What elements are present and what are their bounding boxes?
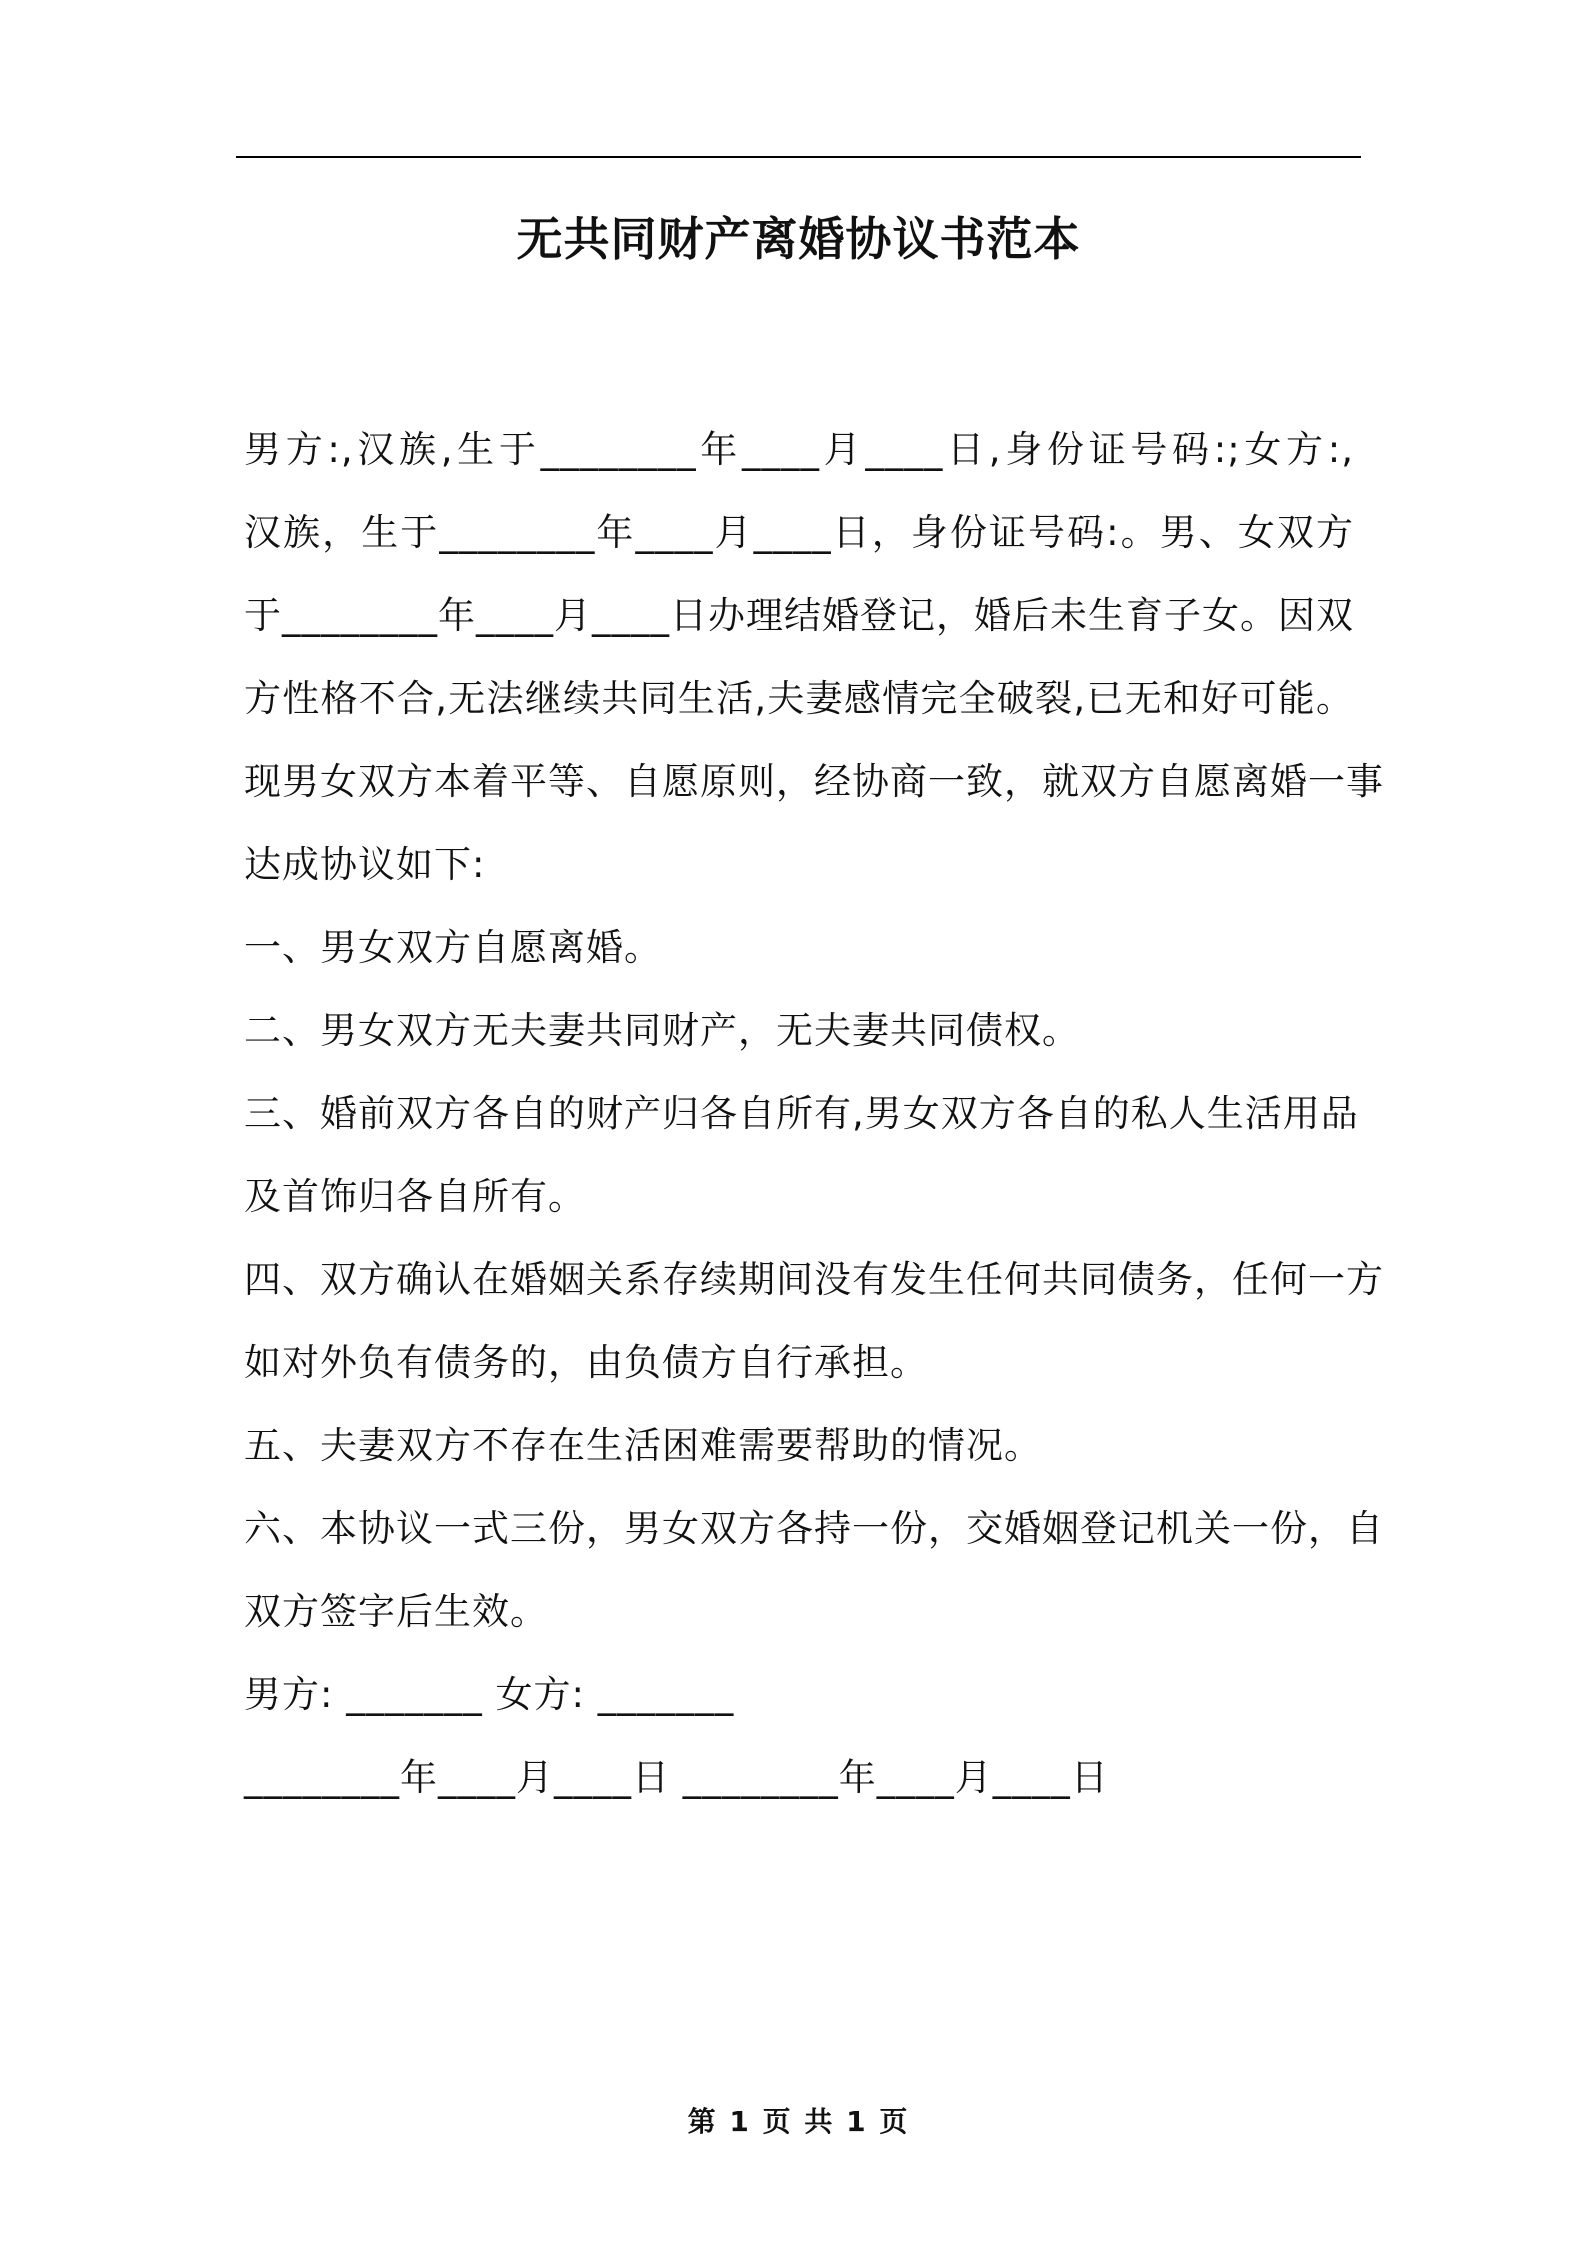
clause-5: 五、夫妻双方不存在生活困难需要帮助的情况。 — [244, 1424, 1042, 1467]
page-footer: 第 1 页 共 1 页 — [687, 2105, 910, 2138]
paragraph-line: 汉族，生于________年____月____日，身份证号码:。男、女双方 — [244, 511, 1354, 554]
clause-3-cont: 及首饰归各自所有。 — [244, 1175, 586, 1218]
paragraph-line: 方性格不合,无法继续共同生活,夫妻感情完全破裂,已无和好可能。 — [244, 677, 1354, 720]
paragraph-line: 于________年____月____日办理结婚登记，婚后未生育子女。因双 — [244, 594, 1354, 637]
signature-line: 男方: _______ 女方: _______ — [244, 1673, 735, 1716]
clause-3: 三、婚前双方各自的财产归各自所有,男女双方各自的私人生活用品 — [244, 1092, 1359, 1135]
clause-1: 一、男女双方自愿离婚。 — [244, 926, 662, 969]
paragraph-line: 现男女双方本着平等、自愿原则，经协商一致，就双方自愿离婚一事 — [244, 760, 1384, 803]
clause-4: 四、双方确认在婚姻关系存续期间没有发生任何共同债务，任何一方 — [244, 1258, 1384, 1301]
clause-2: 二、男女双方无夫妻共同财产，无夫妻共同债权。 — [244, 1009, 1080, 1052]
agreement-body — [244, 408, 1384, 1819]
clause-4-cont: 如对外负有债务的，由负债方自行承担。 — [244, 1341, 928, 1384]
header-rule — [236, 156, 1361, 158]
clause-6: 六、本协议一式三份，男女双方各持一份，交婚姻登记机关一份，自 — [244, 1507, 1384, 1550]
clause-6-cont: 双方签字后生效。 — [244, 1590, 548, 1633]
paragraph-line: 达成协议如下: — [244, 843, 486, 886]
paragraph-line: 男方:,汉族,生于________年____月____日,身份证号码:;女方:, — [244, 428, 1354, 471]
date-line: ________年____月____日 ________年____月____日 — [244, 1756, 1109, 1799]
document-title: 无共同财产离婚协议书范本 — [516, 212, 1081, 266]
